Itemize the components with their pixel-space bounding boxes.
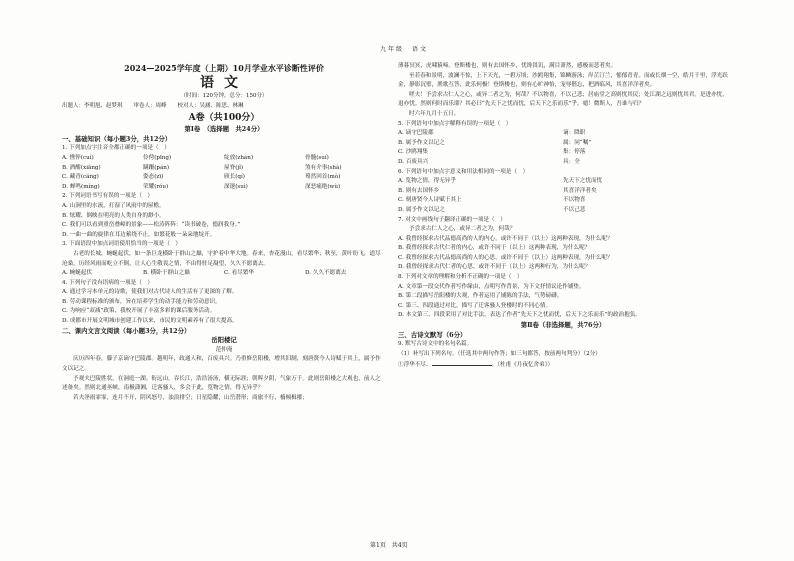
question-1: 1. 下列加点字注音全都正确的一项是（ ） <box>62 145 170 152</box>
q7-opt-c: C. 我曾经探求古代品德高尚的人的心思，或许不同于（以上）这两种表现，为什么呢？ <box>398 254 613 261</box>
q7-text: 予尝求古仁人之心，或异二者之为，何哉？ <box>409 226 516 233</box>
page-footer: 第1页 共4页 <box>370 542 408 549</box>
question-8: 8. 下列对文章的理解和分析不正确的一项是（ ） <box>398 274 523 281</box>
q7-opt-b: B. 我曾经探求古代仁者的内心，或许不同于（以上）这两种表现，为什么呢？ <box>398 245 591 252</box>
q3-opts: A. 蜿蜒起伏 B. 横卧于群山之巅 C. 看尽繁华 D. 久久不愿离去 <box>62 270 347 277</box>
passage-author: 范仲淹 <box>215 346 233 353</box>
q8-opt-d: D. 本文第三、四段采用了对比手法，表达了作者“先天下之忧而忧，后天下之乐而乐”的政治抱负。 <box>398 312 641 319</box>
question-5: 5. 下列语句中加点字解释有误的一项是（ ） <box>398 120 512 127</box>
exam-setters: 出题人：李明旭、赵梦琪 审卷人：周峰 校对人：吴涵、陈思、林琳 <box>62 102 244 109</box>
poem-heading: 三、古诗文默写（6分） <box>398 330 467 339</box>
question-4: 4. 下列句子没有语病的一项是（ ） <box>62 279 154 286</box>
passage-p3-cont: 薄暮冥冥，虎啸猿啼。登斯楼也，则有去国怀乡，忧谗畏讥，满目萧然，感极而悲者矣。 <box>398 63 617 69</box>
q5-opt-d: D. 百废具兴 具：全 <box>398 158 580 165</box>
right-column <box>398 62 728 371</box>
exam-time-score: （时间：120分钟，总分：150分） <box>180 93 268 99</box>
question-2: 2. 下列词语书写有误的一项是（ ） <box>62 193 154 200</box>
q7-opt-a: A. 我曾经探求古代品德高尚的人的内心，或许不同于（以上）这两种表现，为什么呢？ <box>398 235 613 242</box>
q7-opt-d: D. 我曾经探求古代仁者的心思，或许不同于（以上）这两种行为，为什么呢？ <box>398 264 591 271</box>
q4-opt-c: C. 为响应“双减”政策，我校开展了丰富多彩的课后服务活动。 <box>62 308 216 315</box>
q6-opt-a: A. 览物之情，得无异乎 先天下之忧而忧 <box>398 178 603 185</box>
q6-opt-d: D. 属予作文以记之 不以己悲 <box>398 206 586 213</box>
header-grade: 九年级 <box>380 46 405 53</box>
q8-opt-a: A. 文章第一段交代作者写作缘由，点明写作背景，为下文抒情议论作铺垫。 <box>398 283 585 290</box>
q8-opt-c: C. 第三、四段通过对比，描写了迁客骚人登楼时的不同心情。 <box>398 302 552 309</box>
q6-opt-b: B. 则有去国怀乡 其喜洋洋者矣 <box>398 187 597 194</box>
q5-opt-c: C. 沙鸥翔集 集：停落 <box>398 149 586 156</box>
exam-subject: 语文 <box>200 75 248 91</box>
basic-heading: 一、基础知识（每小题3分，共12分） <box>62 134 172 143</box>
passage-p5: 嗟夫！予尝求古仁人之心，或异二者之为，何哉？不以物喜，不以己悲；居庙堂之高则忧其民；处江湖之远则忧其君。是进亦忧，退亦忧。然则何时而乐耶？其必曰“先天下之忧而忧，后天下之乐而乐”乎。噫！微斯人，吾谁与归？ <box>398 91 728 108</box>
q2-opt-a: A. 山涧里的水流，打湿了风雨中的屋檐。 <box>62 202 165 209</box>
q9-1a: ①浮华不尽、 。（杜甫《月夜忆舍弟》） <box>398 359 728 371</box>
part2-title: 第Ⅱ卷（非选择题，共76分） <box>520 321 606 330</box>
passage-p1: 庆历四年春，滕子京谪守巴陵郡。越明年，政通人和，百废具兴。乃重修岳阳楼，增其旧制，刻唐贤今人诗赋于其上，属予作文以记之。 <box>62 356 381 373</box>
q1-opt-a: A. 憔悴(cuì) 伶俜(pīng) 绽放(zhàn) 骨髓(suí) <box>62 154 329 161</box>
q5-opt-a: A. 谪守巴陵郡 谪：降职 <box>398 130 586 137</box>
q3-text: 古老的长城，蜿蜒起伏，如一条巨龙横卧于群山之巅，守护着中华大地。春来，杏花漫山，看尽繁华；秋至，黄叶纷飞，道尽沧桑。历经风雨而屹立不倒，让人心生敬畏之情，不由得驻足凝望，久久不愿离去。 <box>62 250 381 267</box>
header-subject: 语文 <box>412 46 429 53</box>
q8-opt-b: B. 第二段描写岳阳楼的大观，作者运用了铺陈的手法，气势磅礴。 <box>398 293 563 300</box>
passage-p3: 若夫淫雨霏霏，连月不开，阴风怒号，浊浪排空；日星隐耀，山岳潜形；商旅不行，樯倾楫摧； <box>73 394 308 401</box>
exam-title: 2024—2025学年度（上期）10月学业水平诊断性评价 <box>124 63 324 73</box>
part1-title: 第Ⅰ卷 （选择题 共24分） <box>184 125 264 134</box>
q1-opt-b: B. 酒酣(xiāng) 蹒跚(pán) 屋脊(jǐ) 煞有介事(shà) <box>62 164 342 171</box>
q2-opt-d: D. 一曲一曲的旋律在耳边萦绕不止，如繁花般一朵朵地绽开。 <box>62 231 216 238</box>
passage-p4: 至若春和景明，波澜不惊，上下天光，一碧万顷；沙鸥翔集，锦鳞游泳；岸芷汀兰，郁郁青青。而或长烟一空，皓月千里，浮光跃金，静影沉璧，渔歌互答，此乐何极！登斯楼也，则有心旷神怡，宠辱偕忘，把酒临风，其喜洋洋者矣。 <box>398 72 728 89</box>
a-volume-title: A卷（共100分） <box>188 113 260 124</box>
q1-opt-d: D. 蝉鸣(míng) 荣耀(róu) 深邃(suì) 深恶痛绝(wù) <box>62 183 341 190</box>
q4-opt-a: A. 通过学习本单元的诗歌，使我们对古代诗人的生活有了更深的了解。 <box>62 289 238 296</box>
q6-opt-c: C. 刻唐贤今人诗赋于其上 不以物喜 <box>398 197 586 204</box>
question-3: 3. 下面语段中加点词语使用恰当的一项是（ ） <box>62 241 181 248</box>
q2-opt-b: B. 炫耀、倒映在明亮的人类自身的渺小。 <box>62 212 165 219</box>
passage-title: 岳阳楼记 <box>211 336 237 345</box>
q4-opt-d: D. 成都市开展文明城市创建工作以来，市民的文明素养有了很大提高。 <box>62 318 238 325</box>
passage-p2: 予观夫巴陵胜状，在洞庭一湖。衔远山，吞长江，浩浩汤汤，横无际涯；朝晖夕阴，气象万千。此则岳阳楼之大观也，前人之述备矣。然则北通巫峡，南极潇湘，迁客骚人，多会于此，览物之情，得无异乎？ <box>62 375 381 392</box>
question-9: 9. 默写古诗文中的名句名篇。 <box>398 341 473 348</box>
answer-blank[interactable] <box>432 359 492 366</box>
q2-opt-c: C. 我们可以看到重峦叠嶂的景象——松涛阵阵：“读书破卷，德润我身。” <box>62 222 241 229</box>
reading-heading: 二、课内文言文阅读（每小题3分，共12分） <box>62 326 191 335</box>
question-6: 6. 下列语句中加点字意义和用法相同的一项是（ ） <box>398 168 529 175</box>
left-column <box>62 62 386 403</box>
passage-date: 时六年九月十五日。 <box>409 110 460 117</box>
page-header <box>380 44 428 53</box>
question-7: 7. 对文中画线句子翻译正确的一项是（ ） <box>398 216 506 223</box>
q5-opt-b: B. 属予作文以记之 属：同“嘱” <box>398 139 592 146</box>
q1-opt-c: C. 藏青(cáng) 姿态(zī) 颀长(qí) 蓦然回首(mò) <box>62 174 341 181</box>
q9-1: （1）补写出下列名句。（任选其中两句作答；如三句都答，按前两句判分）（2分） <box>398 350 601 357</box>
q4-opt-b: B. 劳动课程标准的颁布，旨在培养学生的动手能力和劳动意识。 <box>62 298 221 305</box>
